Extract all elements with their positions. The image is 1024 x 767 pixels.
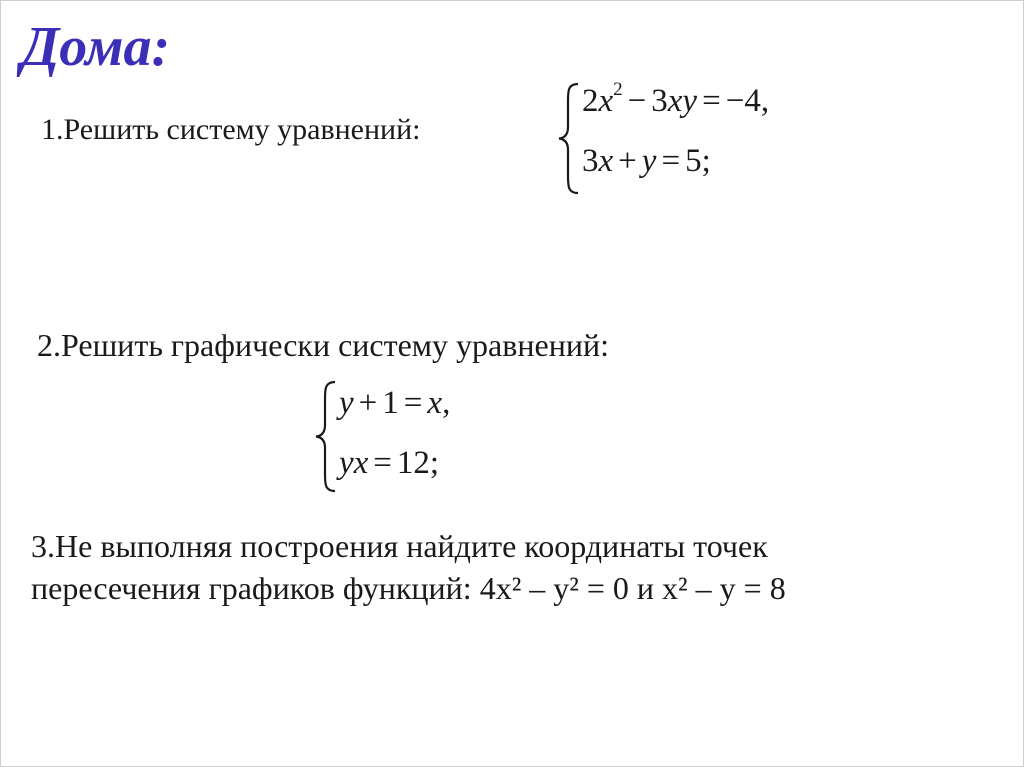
rhs: 5; xyxy=(685,143,711,179)
task-2-label: 2.Решить графически систему уравнений: xyxy=(37,327,609,363)
task-3-line-2: пересечения графиков функций: 4x² – y² = 0 и x² – y = 8 xyxy=(31,570,786,606)
var: yx xyxy=(339,445,369,481)
rhs: 12; xyxy=(396,445,440,481)
rhs: −4, xyxy=(725,83,770,119)
operator: + xyxy=(618,143,637,179)
number: 1 xyxy=(382,385,399,421)
task-1-equation-1 xyxy=(582,79,770,120)
operator: − xyxy=(627,83,647,119)
slide-title: Дома: xyxy=(21,16,171,78)
task-2-equation-1 xyxy=(339,385,450,422)
coef: 3 xyxy=(651,83,668,119)
exponent: 2 xyxy=(613,79,623,100)
task-1-equation-2 xyxy=(582,143,711,180)
operator: = xyxy=(661,143,681,179)
task-3-line-1: 3.Не выполняя построения найдите координаты точек xyxy=(31,528,768,564)
punct: , xyxy=(442,385,451,421)
task-1-system xyxy=(556,81,836,196)
operator: = xyxy=(403,385,423,421)
operator: + xyxy=(358,385,378,421)
task-3-text xyxy=(31,525,786,609)
coef: 2 xyxy=(582,83,599,119)
var: x xyxy=(598,83,614,119)
task-1-label: 1.Решить систему уравнений: xyxy=(41,113,421,146)
system-brace-icon xyxy=(313,379,339,494)
var: x xyxy=(427,385,443,421)
var: x xyxy=(598,143,614,179)
task-2-system xyxy=(313,379,513,494)
system-brace-icon xyxy=(556,81,582,196)
operator: = xyxy=(373,445,392,481)
var: y xyxy=(641,143,657,179)
task-2-equation-2 xyxy=(339,445,439,482)
var: xy xyxy=(667,83,698,119)
var: y xyxy=(339,385,354,421)
coef: 3 xyxy=(582,143,599,179)
operator: = xyxy=(702,83,721,119)
